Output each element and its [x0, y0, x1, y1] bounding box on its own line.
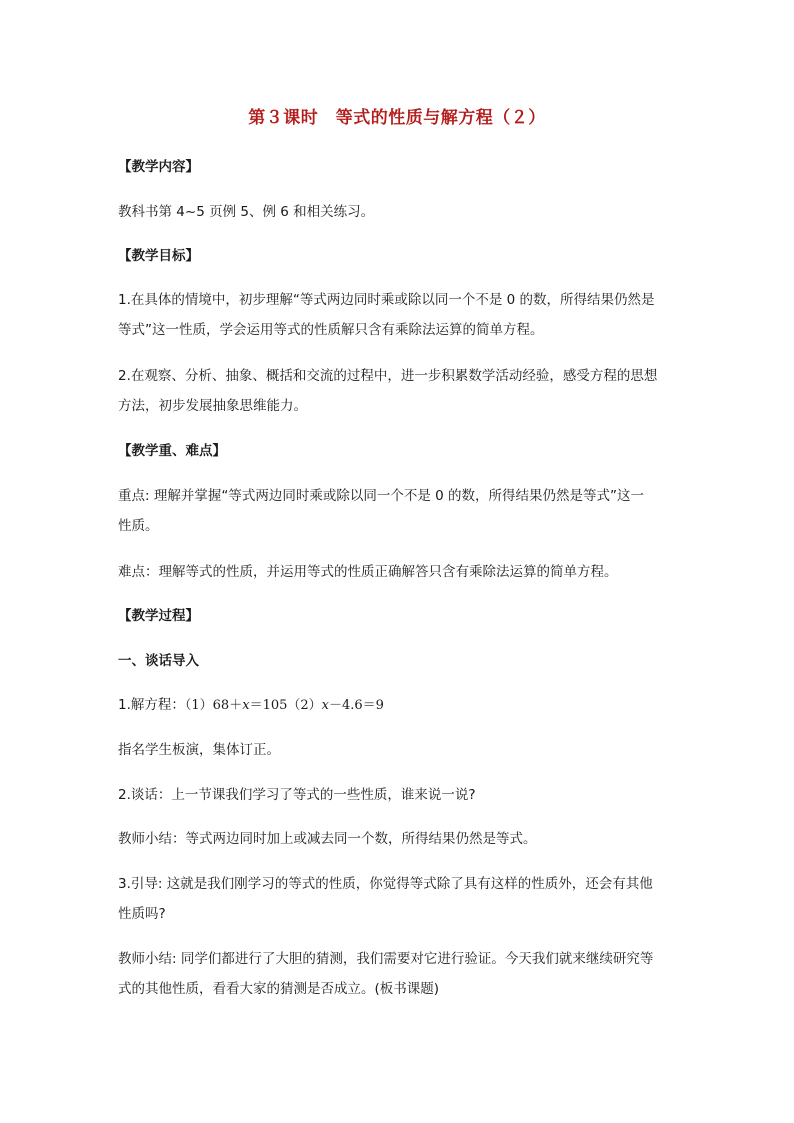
goal2-line1: 2.在观察、分析、抽象、概括和交流的过程中，进一步积累数学活动经验，感受方程的思想: [118, 368, 658, 384]
page-title: 第３课时 等式的性质与解方程（２）: [248, 108, 546, 128]
equation-2-part-b: －4.6＝9: [329, 698, 384, 713]
equation-1-variable: x: [242, 698, 250, 713]
difficult-point-line: 难点：理解等式的性质，并运用等式的性质正确解答只含有乘除法运算的简单方程。: [118, 564, 618, 580]
summary1-line: 教师小结：等式两边同时加上或减去同一个数，所得结果仍然是等式。: [118, 831, 537, 847]
step3-line2: 性质吗?: [118, 906, 166, 922]
section-heading-process: 【教学过程】: [118, 608, 199, 624]
section-heading-key: 【教学重、难点】: [118, 443, 226, 459]
step1-equations: [118, 695, 688, 716]
equation-1-part-a: （1）68＋: [184, 698, 243, 713]
goal2-line2: 方法，初步发展抽象思维能力。: [118, 398, 307, 414]
section-heading-goals: 【教学目标】: [118, 248, 199, 264]
content-text: 教科书第 4~5 页例 5、例 6 和相关练习。: [118, 204, 375, 220]
part1-heading: 一、谈话导入: [118, 653, 199, 669]
step1-note: 指名学生板演，集体订正。: [118, 742, 280, 758]
step2-line: 2.谈话：上一节课我们学习了等式的一些性质，谁来说一说?: [118, 787, 476, 803]
step1-prefix: 1.解方程：: [118, 697, 185, 713]
goal1-line1: 1.在具体的情境中，初步理解“等式两边同时乘或除以同一个不是 0 的数，所得结果仍然是: [118, 292, 655, 308]
goal1-line2: 等式”这一性质，学会运用等式的性质解只含有乘除法运算的简单方程。: [118, 322, 544, 338]
equation-1-part-b: ＝105（2）: [249, 698, 322, 713]
summary2-line2: 式的其他性质，看看大家的猜测是否成立。(板书课题): [118, 981, 440, 997]
equation-2-variable: x: [321, 698, 329, 713]
key-point-line2: 性质。: [118, 518, 159, 534]
section-heading-content: 【教学内容】: [118, 159, 199, 175]
key-point-line1: 重点: 理解并掌握“等式两边同时乘或除以同一个不是 0 的数，所得结果仍然是等式”这一: [118, 488, 644, 504]
step3-line1: 3.引导: 这就是我们刚学习的等式的性质，你觉得等式除了具有这样的性质外，还会有其他: [118, 876, 653, 892]
summary2-line1: 教师小结: 同学们都进行了大胆的猜测，我们需要对它进行验证。今天我们就来继续研究等: [118, 951, 654, 967]
